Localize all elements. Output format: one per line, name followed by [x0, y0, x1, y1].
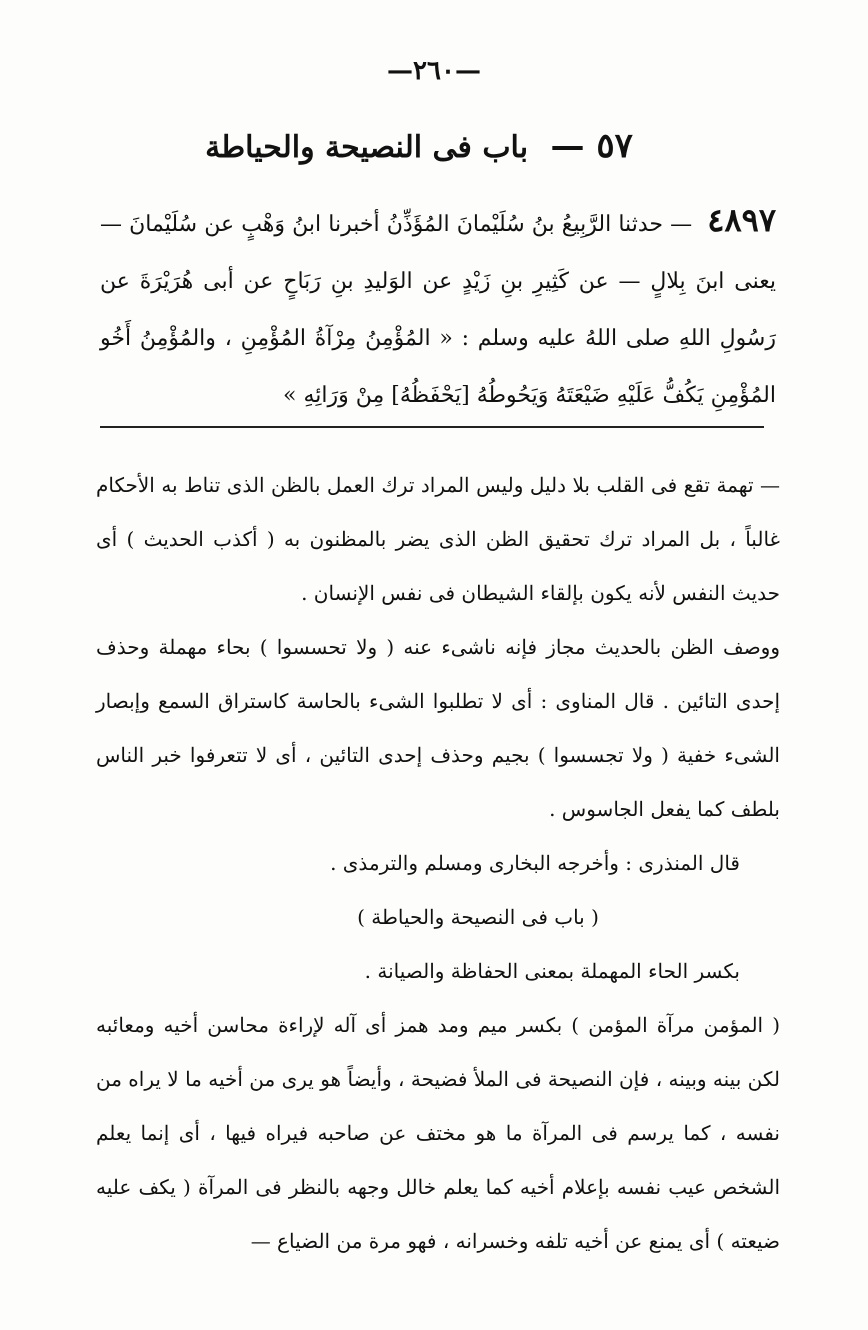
commentary-subheading: ( باب فى النصيحة والحياطة ): [357, 905, 599, 929]
page-number: —٢٦٠—: [387, 56, 481, 86]
commentary-paragraph: — تهمة تقع فى القلب بلا دليل وليس المراد ترك العمل بالظن الذى تناط به الأحكام غالباً ، بل المراد ترك تحقيق الظن الذى يضر بالمظنون به ( أكذب الحديث ) أى حديث النفس لأنه يكون بإلقاء الشيطان فى نفس الإنسان .: [96, 473, 780, 605]
hadith-number: ٤٨٩٧: [707, 201, 776, 239]
hadith-body: — حدثنا الرَّبِيعُ بنُ سُلَيْمانَ المُؤَذِّنُ أخبرنا ابنُ وَهْبٍ عن سُلَيْمانَ — يعنى ابنَ بِلالٍ — عن كَثِيرِ بنِ زَيْدٍ عن الوَليدِ بنِ رَبَاحٍ عن أبى هُرَيْرَةَ عن رَسُولِ اللهِ صلى اللهُ عليه وسلم : « المُؤْمِنُ مِرْآةُ المُؤْمِنِ ، والمُؤْمِنُ أَخُو المُؤْمِنِ يَكُفُّ عَلَيْهِ ضَيْعَتَهُ وَيَحُوطُهُ [يَحْفَظُهُ] مِنْ وَرَائِهِ »: [100, 212, 776, 408]
commentary-block: [96, 458, 780, 1268]
chapter-title: باب فى النصيحة والحياطة: [205, 130, 529, 165]
commentary-paragraph: بكسر الحاء المهملة بمعنى الحفاظة والصيانة .: [364, 959, 740, 983]
commentary-paragraph: قال المنذرى : وأخرجه البخارى ومسلم والترمذى .: [330, 851, 740, 875]
hadith-text-block: [100, 192, 776, 424]
commentary-paragraph: ( المؤمن مرآة المؤمن ) بكسر ميم ومد همز أى آله لإراءة محاسن أخيه ومعائبه لكن بينه وبينه ، فإن النصيحة فى الملأ فضيحة ، وأيضاً هو يرى من أخيه ما لا يراه من نفسه ، كما يرسم فى المرآة ما هو مختف عن صاحبه فيراه فيها ، أى إنما يعلم الشخص عيب نفسه بإعلام أخيه كما يعلم خالل وجهه بالنظر فى المرآة ( يكف عليه ضيعته ) أى يمنع عن أخيه تلفه وخسرانه ، فهو مرة من الضياع —: [96, 1013, 780, 1253]
commentary-paragraph: ووصف الظن بالحديث مجاز فإنه ناشىء عنه ( ولا تحسسوا ) بحاء مهملة وحذف إحدى التائين . قال المناوى : أى لا تطلبوا الشىء بالحاسة كاستراق السمع وإبصار الشىء خفية ( ولا تجسسوا ) بجيم وحذف إحدى التائين ، أى لا تتعرفوا خبر الناس بلطف كما يفعل الجاسوس .: [96, 635, 780, 821]
chapter-number: ٥٧ —: [550, 126, 633, 166]
section-divider: [100, 426, 764, 428]
chapter-heading: [60, 126, 778, 166]
